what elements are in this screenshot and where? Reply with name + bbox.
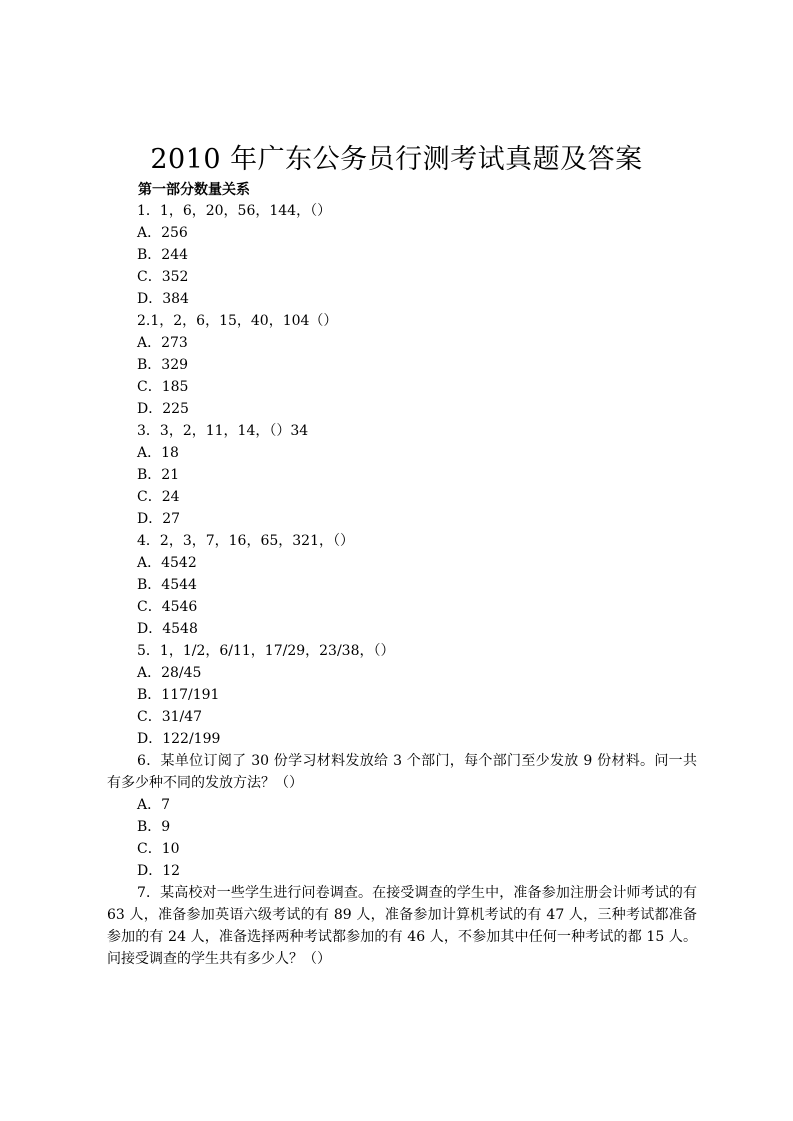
question-stem-7: 7．某高校对一些学生进行问卷调查。在接受调查的学生中，准备参加注册会计师考试的有 63 人，准备参加英语六级考试的有 89 人，准备参加计算机考试的有 47 人，三种考试都准备参加的有 24 人，准备选择两种考试都参加的有 46 人，不参加其中任何一种考试的都 15 人。问接受调查的学生共有多少人？（）	[107, 885, 697, 967]
option: B．117/191	[137, 687, 220, 703]
option: C．352	[137, 269, 189, 285]
question-stem-5: 5．1，1/2，6/11，17/29，23/38，（）	[137, 643, 395, 659]
option: C．10	[137, 841, 180, 857]
option: B．244	[137, 247, 189, 263]
option: D．12	[137, 863, 181, 879]
document-title: 2010 年广东公务员行测考试真题及答案	[150, 144, 643, 175]
option: C．4546	[137, 599, 198, 615]
option: A．4542	[137, 555, 197, 571]
question-stem-3: 3．3，2，11，14，（）34	[137, 423, 309, 439]
option: A．273	[137, 335, 188, 351]
option: A．256	[137, 225, 188, 241]
option: A．18	[137, 445, 179, 461]
option: A．28/45	[137, 665, 202, 681]
option: B．329	[137, 357, 189, 373]
option: D．27	[137, 511, 181, 527]
option: B．9	[137, 819, 171, 835]
option: C．185	[137, 379, 189, 395]
option: D．225	[137, 401, 189, 417]
question-stem-6: 6．某单位订阅了 30 份学习材料发放给 3 个部门，每个部门至少发放 9 份材料。问一共有多少种不同的发放方法？（）	[107, 753, 697, 791]
option: D．4548	[137, 621, 198, 637]
option: D．384	[137, 291, 189, 307]
option: C．31/47	[137, 709, 203, 725]
option: C．24	[137, 489, 180, 505]
option: B．21	[137, 467, 180, 483]
section-heading: 第一部分数量关系	[138, 182, 250, 198]
question-stem-2: 2.1，2，6，15，40，104（）	[137, 313, 338, 329]
option: D．122/199	[137, 731, 221, 747]
option: B．4544	[137, 577, 197, 593]
question-stem-4: 4．2，3，7，16，65，321，（）	[137, 533, 354, 549]
option: A．7	[137, 797, 171, 813]
question-list	[107, 200, 697, 970]
question-stem-1: 1．1，6，20，56，144，（）	[137, 203, 332, 219]
